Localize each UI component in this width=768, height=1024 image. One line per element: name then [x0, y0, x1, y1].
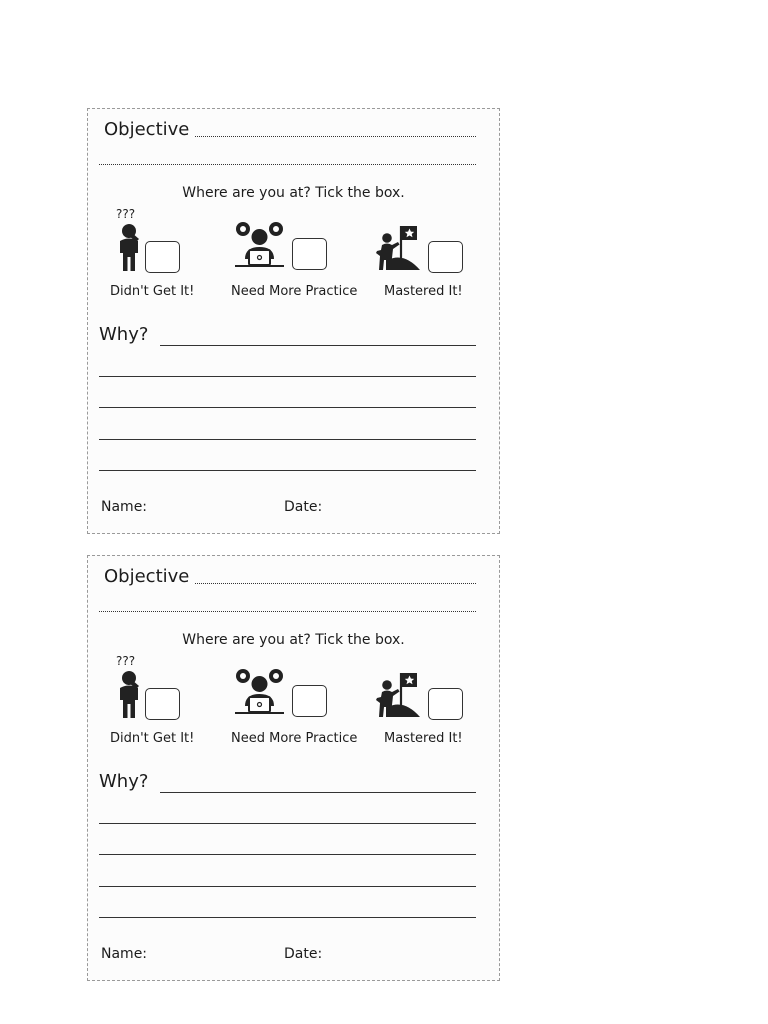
tick-box-didnt-get-it[interactable] [145, 241, 180, 273]
date-label: Date: [284, 946, 323, 962]
confused-person-icon [114, 652, 144, 720]
option-label-need-more-practice: Need More Practice [231, 284, 358, 299]
confused-marks: ??? [116, 654, 136, 668]
tick-box-mastered-it[interactable] [428, 688, 463, 720]
tick-box-need-more-practice[interactable] [292, 238, 327, 270]
confused-marks: ??? [116, 207, 136, 221]
name-label: Name: [101, 946, 148, 962]
objective-field-line-2[interactable] [99, 611, 476, 612]
person-at-laptop-icon [234, 666, 286, 718]
person-summit-flag-icon [374, 222, 422, 272]
why-answer-line[interactable] [160, 792, 476, 793]
option-label-didnt-get-it: Didn't Get It! [110, 731, 195, 746]
option-label-mastered-it: Mastered It! [384, 284, 463, 299]
name-label: Name: [101, 499, 148, 515]
why-answer-line[interactable] [99, 376, 476, 377]
objective-field-line-2[interactable] [99, 164, 476, 165]
date-label: Date: [284, 499, 323, 515]
exit-ticket-card [87, 108, 500, 534]
tick-prompt: Where are you at? Tick the box. [182, 185, 405, 201]
why-answer-line[interactable] [99, 917, 476, 918]
objective-label: Objective [104, 119, 190, 140]
why-answer-line[interactable] [99, 854, 476, 855]
why-answer-line[interactable] [99, 407, 476, 408]
why-answer-line[interactable] [160, 345, 476, 346]
option-label-need-more-practice: Need More Practice [231, 731, 358, 746]
tick-box-need-more-practice[interactable] [292, 685, 327, 717]
why-answer-line[interactable] [99, 886, 476, 887]
option-label-mastered-it: Mastered It! [384, 731, 463, 746]
option-label-didnt-get-it: Didn't Get It! [110, 284, 195, 299]
confused-person-icon [114, 205, 144, 273]
person-at-laptop-icon [234, 219, 286, 271]
why-label: Why? [99, 771, 149, 792]
why-answer-line[interactable] [99, 470, 476, 471]
why-label: Why? [99, 324, 149, 345]
tick-box-didnt-get-it[interactable] [145, 688, 180, 720]
tick-box-mastered-it[interactable] [428, 241, 463, 273]
why-answer-line[interactable] [99, 823, 476, 824]
objective-label: Objective [104, 566, 190, 587]
objective-field[interactable] [195, 136, 476, 137]
tick-prompt: Where are you at? Tick the box. [182, 632, 405, 648]
why-answer-line[interactable] [99, 439, 476, 440]
objective-field[interactable] [195, 583, 476, 584]
exit-ticket-card [87, 555, 500, 981]
person-summit-flag-icon [374, 669, 422, 719]
